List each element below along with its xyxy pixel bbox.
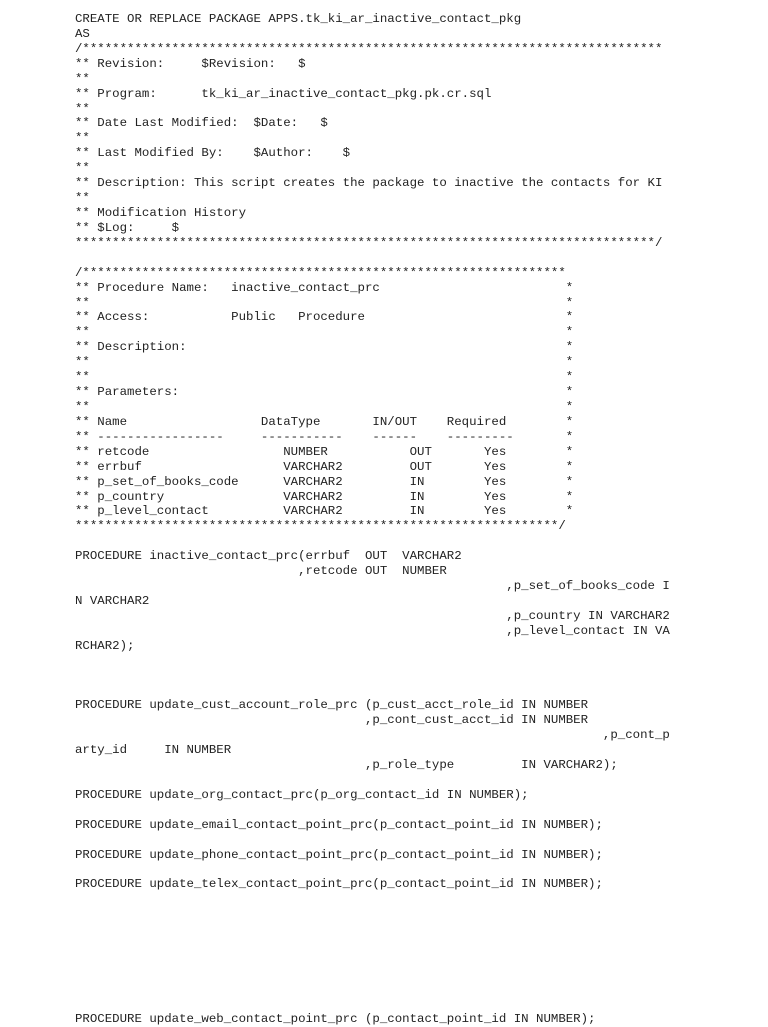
code-line: ** retcode NUMBER OUT Yes * [75, 444, 574, 459]
code-line: PROCEDURE update_web_contact_point_prc (p_contact_point_id IN NUMBER); [75, 1011, 596, 1026]
code-line: ,p_cont_p [75, 728, 670, 743]
code-line [75, 997, 670, 1012]
code-line: ** [75, 191, 90, 206]
code-line [75, 922, 670, 937]
code-line: ** Access: Public Procedure * [75, 310, 574, 325]
code-line: ** Date Last Modified: $Date: $ [75, 116, 328, 131]
code-line [75, 534, 670, 549]
code-line [75, 952, 670, 967]
code-line: RCHAR2); [75, 638, 135, 653]
code-line: PROCEDURE inactive_contact_prc(errbuf OUT VARCHAR2 [75, 549, 462, 564]
code-line: N VARCHAR2 [75, 593, 150, 608]
code-line: ** Parameters: * [75, 385, 574, 400]
code-line: ** p_set_of_books_code VARCHAR2 IN Yes * [75, 474, 574, 489]
code-line: ** Modification History [75, 205, 247, 220]
code-line [75, 967, 670, 982]
code-line: ** Procedure Name: inactive_contact_prc * [75, 280, 574, 295]
code-line: /****************************************************************************** [75, 41, 663, 56]
code-line: PROCEDURE update_org_contact_prc(p_org_contact_id IN NUMBER); [75, 787, 529, 802]
code-line: ,p_cont_cust_acct_id IN NUMBER [75, 713, 589, 728]
code-line: ** * [75, 355, 574, 370]
code-line: ** * [75, 325, 574, 340]
code-line: *****************************************************************/ [75, 519, 566, 534]
code-line: /***************************************************************** [75, 265, 566, 280]
code-line [75, 654, 670, 669]
code-line: PROCEDURE update_phone_contact_point_prc(p_contact_point_id IN NUMBER); [75, 847, 603, 862]
code-line: PROCEDURE update_telex_contact_point_prc(p_contact_point_id IN NUMBER); [75, 877, 603, 892]
code-line: ** $Log: $ [75, 220, 180, 235]
code-line [75, 892, 670, 907]
code-line: ** p_country VARCHAR2 IN Yes * [75, 489, 574, 504]
code-line [75, 803, 670, 818]
code-line: ,p_set_of_books_code I [75, 579, 670, 594]
code-line: ** * [75, 399, 574, 414]
code-line: AS [75, 26, 90, 41]
code-line: PROCEDURE update_cust_account_role_prc (p_cust_acct_role_id IN NUMBER [75, 698, 589, 713]
code-line [75, 669, 670, 684]
code-line: ,p_level_contact IN VA [75, 623, 670, 638]
code-line: ** [75, 131, 90, 146]
code-line [75, 863, 670, 878]
code-line [75, 937, 670, 952]
code-line: ** Program: tk_ki_ar_inactive_contact_pkg.pk.cr.sql [75, 86, 492, 101]
code-line: PROCEDURE update_email_contact_point_prc(p_contact_point_id IN NUMBER); [75, 817, 603, 832]
code-line: ,p_country IN VARCHAR2 [75, 608, 670, 623]
code-line [75, 982, 670, 997]
code-line: ** ----------------- ----------- ------ --------- * [75, 429, 574, 444]
code-line: ** Name DataType IN/OUT Required * [75, 414, 574, 429]
code-line: arty_id IN NUMBER [75, 743, 232, 758]
code-line: ** Description: * [75, 340, 574, 355]
code-line: ,p_role_type IN VARCHAR2); [75, 758, 618, 773]
code-line: ** [75, 101, 90, 116]
code-line: ,retcode OUT NUMBER [75, 564, 447, 579]
code-line [75, 683, 670, 698]
code-line [75, 907, 670, 922]
code-line: ** * [75, 295, 574, 310]
code-line: ******************************************************************************/ [75, 235, 663, 250]
code-line: ** p_level_contact VARCHAR2 IN Yes * [75, 504, 574, 519]
code-line: ** Last Modified By: $Author: $ [75, 146, 351, 161]
code-line [75, 833, 670, 848]
code-line: ** * [75, 370, 574, 385]
code-line [75, 251, 670, 266]
code-line: ** errbuf VARCHAR2 OUT Yes * [75, 459, 574, 474]
code-line [75, 773, 670, 788]
code-line: ** [75, 71, 90, 86]
code-line: CREATE OR REPLACE PACKAGE APPS.tk_ki_ar_inactive_contact_pkg [75, 12, 522, 26]
code-line: ** Revision: $Revision: $ [75, 56, 306, 71]
sql-package-source [75, 12, 670, 1027]
code-line: ** Description: This script creates the package to inactive the contacts for KI [75, 176, 663, 191]
code-line: ** [75, 161, 90, 176]
